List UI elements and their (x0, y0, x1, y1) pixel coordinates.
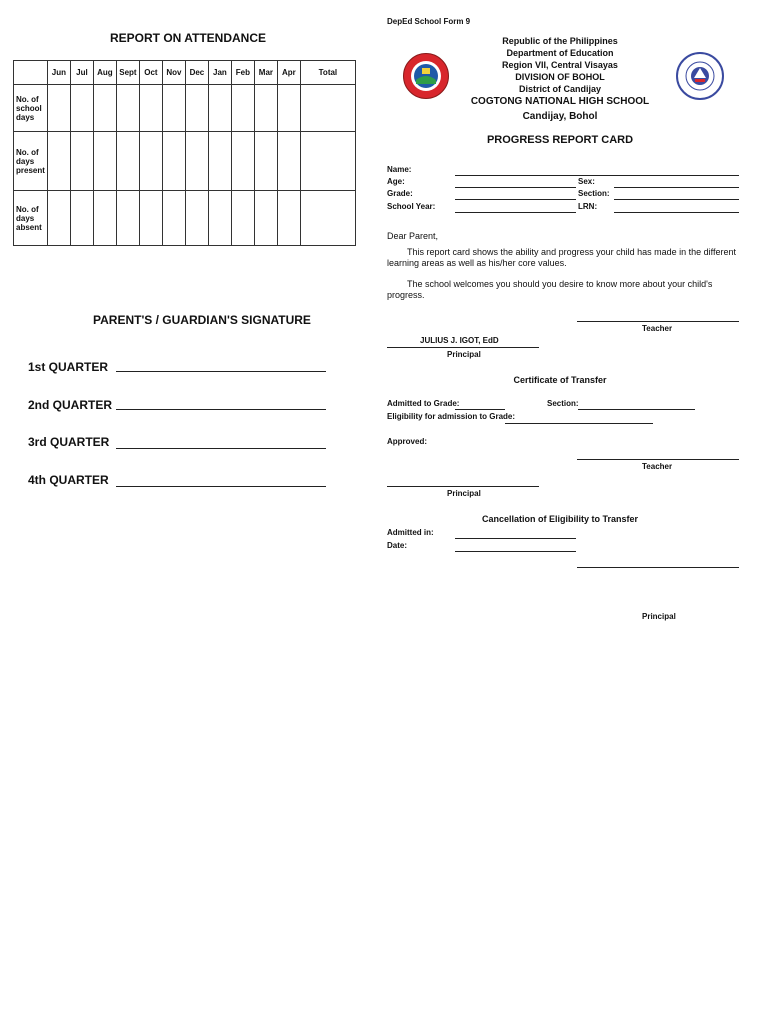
letter-paragraph-2: The school welcomes you should you desire to know more about your child's progress. (387, 279, 713, 300)
month-header: Jan (208, 61, 231, 85)
grade-line (455, 199, 576, 200)
attendance-table (13, 60, 356, 246)
deped-seal-icon (676, 52, 724, 100)
transfer-section-label: Section: (547, 399, 579, 408)
transfer-principal-label: Principal (447, 489, 481, 498)
table-row (14, 191, 356, 246)
age-line (455, 187, 576, 188)
cancellation-signature-line (577, 567, 739, 568)
month-header: Aug (93, 61, 116, 85)
row-label: No. of days absent (14, 191, 48, 246)
transfer-teacher-label: Teacher (642, 462, 673, 471)
admitted-grade-line (455, 409, 505, 410)
sex-line (614, 187, 739, 188)
quarter-signature-line-3 (116, 448, 326, 449)
date-label: Date: (387, 541, 408, 550)
total-header: Total (300, 61, 355, 85)
table-row (14, 132, 356, 191)
school-seal-graphic (404, 54, 448, 98)
school-year-label: School Year: (387, 202, 436, 211)
principal-label: Principal (447, 350, 481, 359)
grade-label: Grade: (387, 189, 413, 198)
eligibility-line (505, 423, 653, 424)
quarter-label-2: 2nd QUARTER (28, 398, 112, 412)
quarter-signature-line-1 (116, 371, 326, 372)
month-header: Mar (254, 61, 277, 85)
cancellation-title: Cancellation of Eligibility to Transfer (481, 514, 639, 524)
transfer-title: Certificate of Transfer (513, 375, 607, 385)
admitted-grade-label: Admitted to Grade: (387, 399, 460, 408)
name-line (455, 175, 739, 176)
header-line3: Region VII, Central Visayas (502, 60, 618, 70)
school-name: COGTONG NATIONAL HIGH SCHOOL (470, 96, 650, 107)
sex-label: Sex: (578, 177, 595, 186)
school-year-line (455, 212, 576, 213)
quarter-label-1: 1st QUARTER (28, 360, 109, 374)
month-header: Jul (70, 61, 93, 85)
table-row (14, 85, 356, 132)
teacher-label: Teacher (642, 324, 673, 333)
row-label: No. of days present (14, 132, 48, 191)
section-line (614, 199, 739, 200)
header-line4: DIVISION OF BOHOL (515, 72, 605, 82)
approved-label: Approved: (387, 437, 427, 446)
header-line2: Department of Education (506, 48, 614, 58)
table-corner (14, 61, 48, 85)
month-header: Dec (185, 61, 208, 85)
admitted-in-line (455, 538, 576, 539)
admitted-in-label: Admitted in: (387, 528, 434, 537)
month-header: Oct (139, 61, 162, 85)
principal-name: JULIUS J. IGOT, EdD (420, 336, 499, 345)
section-label: Section: (578, 189, 610, 198)
teacher-signature-line (577, 321, 739, 322)
quarter-label-3: 3rd QUARTER (28, 435, 110, 449)
transfer-teacher-line (577, 459, 739, 460)
name-label: Name: (387, 165, 412, 174)
form-label: DepEd School Form 9 (387, 17, 471, 26)
row-label: No. of school days (14, 85, 48, 132)
lrn-label: LRN: (578, 202, 598, 211)
eligibility-label: Eligibility for admission to Grade: (387, 412, 516, 421)
principal-signature-line (387, 347, 539, 348)
cancellation-principal-label: Principal (642, 612, 676, 621)
header-line1: Republic of the Philippines (502, 36, 618, 46)
quarter-signature-line-2 (116, 409, 326, 410)
attendance-title: REPORT ON ATTENDANCE (110, 31, 266, 45)
quarter-signature-line-4 (116, 486, 326, 487)
school-seal-icon (403, 53, 449, 99)
letter-salutation: Dear Parent, (387, 231, 439, 241)
month-header: Sept (116, 61, 139, 85)
age-label: Age: (387, 177, 405, 186)
quarter-label-4: 4th QUARTER (28, 473, 109, 487)
school-location: Candijay, Bohol (522, 111, 598, 122)
deped-seal-graphic (678, 54, 722, 98)
month-header: Apr (277, 61, 300, 85)
transfer-principal-line (387, 486, 539, 487)
letter-paragraph-1: This report card shows the ability and progress your child has made in the different learning areas as well as his/her core values. (387, 247, 737, 268)
month-header: Feb (231, 61, 254, 85)
header-line5: District of Candijay (518, 84, 601, 94)
date-line (455, 551, 576, 552)
table-header-row (14, 61, 356, 85)
lrn-line (614, 212, 739, 213)
card-title: PROGRESS REPORT CARD (486, 134, 634, 146)
month-header: Jun (47, 61, 70, 85)
signature-title: PARENT'S / GUARDIAN'S SIGNATURE (93, 313, 311, 327)
month-header: Nov (162, 61, 185, 85)
transfer-section-line (578, 409, 695, 410)
